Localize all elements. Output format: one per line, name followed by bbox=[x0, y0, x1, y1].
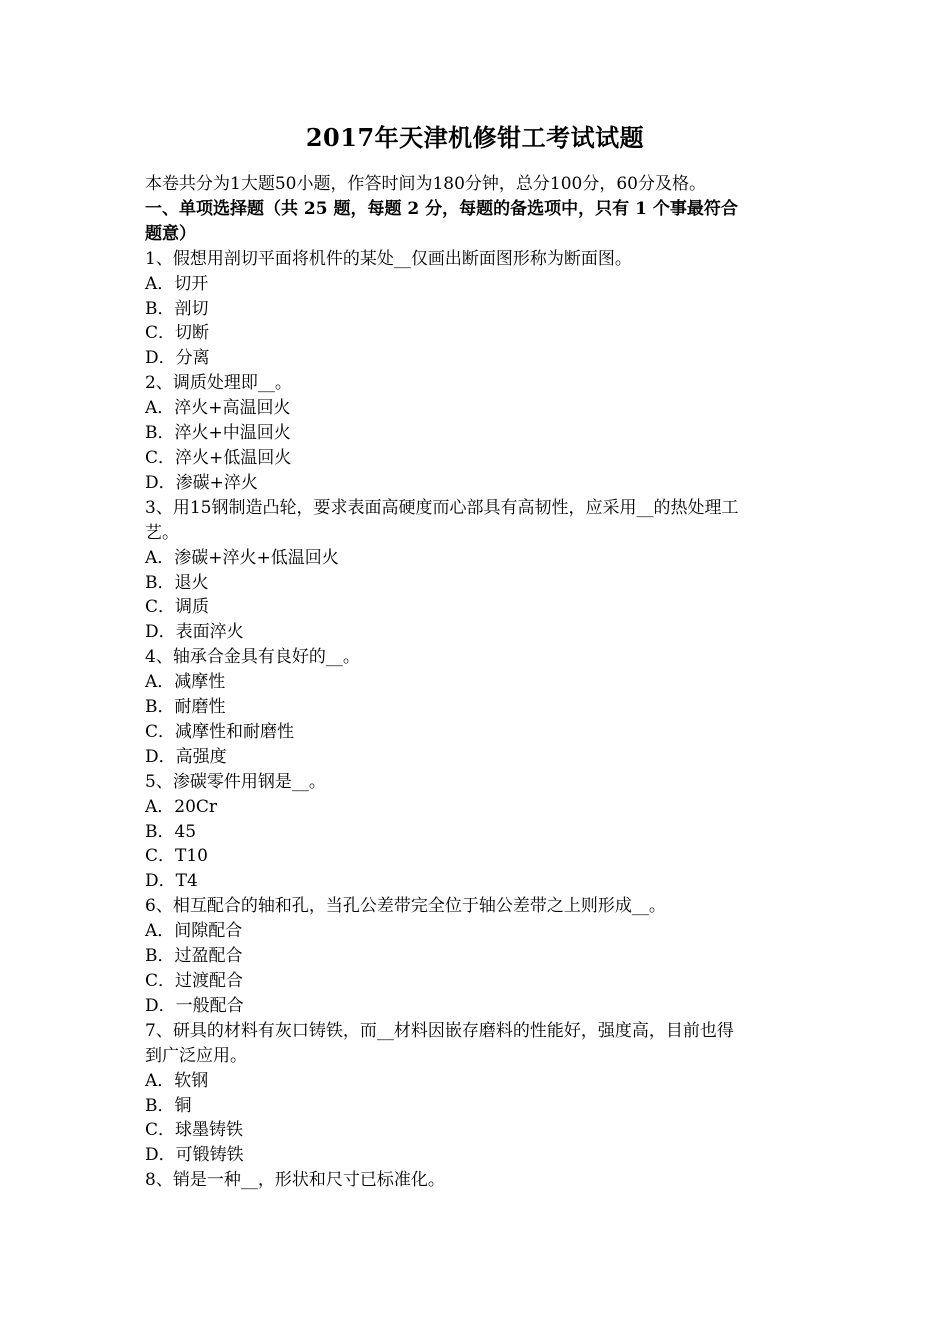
question-stem: 6、相互配合的轴和孔，当孔公差带完全位于轴公差带之上则形成__。 bbox=[145, 896, 666, 917]
question-stem: 5、渗碳零件用钢是__。 bbox=[145, 771, 326, 792]
answer-option: A．软钢 bbox=[145, 1070, 209, 1091]
question-item bbox=[145, 371, 810, 496]
answer-option: A．间隙配合 bbox=[145, 921, 243, 942]
question-list bbox=[145, 247, 810, 1193]
answer-option: A．20Cr bbox=[145, 796, 218, 817]
answer-option: B．铜 bbox=[145, 1095, 192, 1116]
question-stem: 4、轴承合金具有良好的__。 bbox=[145, 647, 360, 668]
answer-option: A．淬火+高温回火 bbox=[145, 398, 291, 419]
question-stem: 3、用15钢制造凸轮，要求表面高硬度而心部具有高韧性，应采用__的热处理工 bbox=[145, 497, 739, 518]
answer-option: D．高强度 bbox=[145, 746, 227, 767]
question-item bbox=[145, 1019, 810, 1168]
answer-option: B．45 bbox=[145, 821, 197, 842]
section-heading-line-2: 题意） bbox=[145, 223, 196, 244]
answer-option: C．T10 bbox=[145, 846, 208, 867]
document-body bbox=[145, 172, 810, 1193]
question-stem: 1、假想用剖切平面将机件的某处__仅画出断面图形称为断面图。 bbox=[145, 248, 632, 269]
question-item bbox=[145, 770, 810, 895]
question-item bbox=[145, 247, 810, 372]
answer-option: D．一般配合 bbox=[145, 995, 244, 1016]
answer-option: C．过渡配合 bbox=[145, 971, 244, 991]
answer-option: B．淬火+中温回火 bbox=[145, 423, 291, 444]
answer-option: A．切开 bbox=[145, 273, 209, 294]
question-item bbox=[145, 496, 810, 645]
answer-option: B．退火 bbox=[145, 572, 209, 593]
question-stem: 到广泛应用。 bbox=[145, 1045, 247, 1066]
answer-option: D．T4 bbox=[145, 871, 198, 892]
document-title: 2017年天津机修钳工考试试题 bbox=[305, 123, 645, 152]
question-stem: 艺。 bbox=[145, 522, 179, 543]
answer-option: B．剖切 bbox=[145, 298, 209, 319]
question-item bbox=[145, 1168, 810, 1193]
question-item bbox=[145, 645, 810, 770]
question-item bbox=[145, 894, 810, 1019]
answer-option: D．可锻铸铁 bbox=[145, 1145, 244, 1166]
answer-option: C．调质 bbox=[145, 597, 210, 618]
answer-option: C．淬火+低温回火 bbox=[145, 447, 292, 468]
answer-option: C．球墨铸铁 bbox=[145, 1120, 244, 1141]
section-heading-line-1: 一、单项选择题（共 25 题，每题 2 分，每题的备选项中，只有 1 个事最符合 bbox=[145, 198, 738, 219]
question-stem: 2、调质处理即__。 bbox=[145, 373, 292, 394]
intro-text: 本卷共分为1大题50小题，作答时间为180分钟，总分100分，60分及格。 bbox=[145, 174, 706, 194]
answer-option: D．分离 bbox=[145, 348, 210, 369]
answer-option: B．耐磨性 bbox=[145, 697, 226, 718]
answer-option: D．渗碳+淬火 bbox=[145, 472, 258, 493]
answer-option: D．表面淬火 bbox=[145, 622, 244, 643]
question-stem: 8、销是一种__，形状和尺寸已标准化。 bbox=[145, 1170, 445, 1191]
answer-option: B．过盈配合 bbox=[145, 946, 243, 967]
answer-option: A．减摩性 bbox=[145, 672, 226, 693]
answer-option: C．减摩性和耐磨性 bbox=[145, 721, 295, 742]
answer-option: A．渗碳+淬火+低温回火 bbox=[145, 547, 339, 568]
question-stem: 7、研具的材料有灰口铸铁，而__材料因嵌存磨料的性能好，强度高，目前也得 bbox=[145, 1020, 734, 1041]
answer-option: C．切断 bbox=[145, 323, 210, 344]
